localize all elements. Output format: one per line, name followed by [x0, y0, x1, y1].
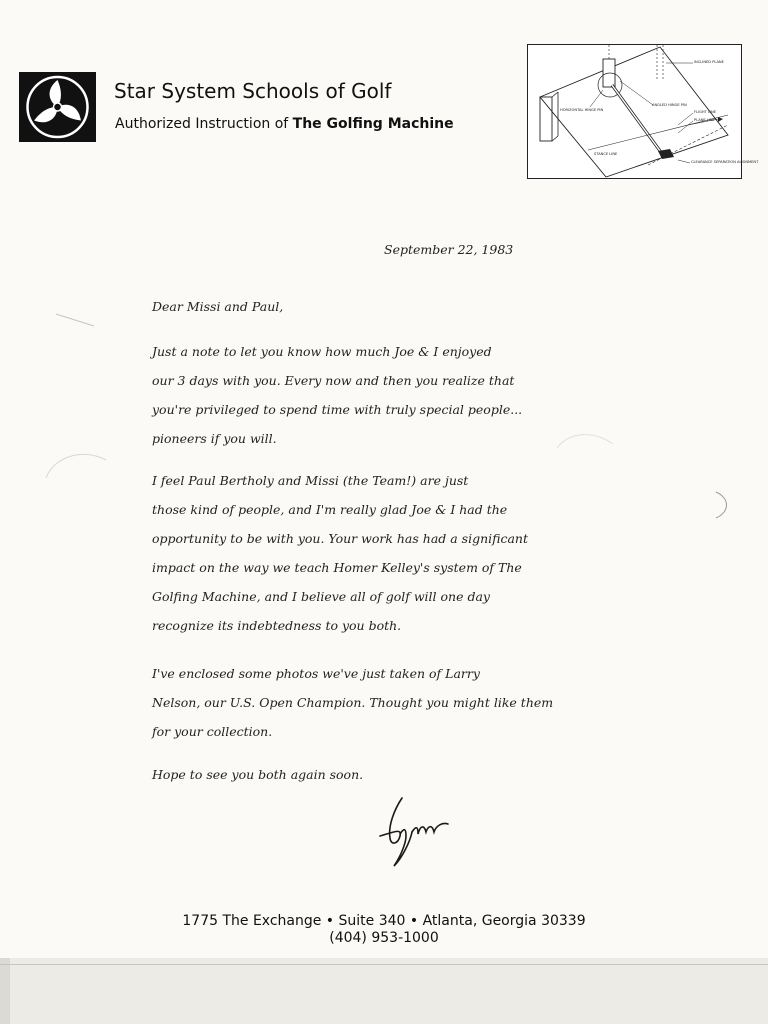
scan-paren-mark — [712, 490, 732, 520]
salutation: Dear Missi and Paul, — [152, 299, 284, 314]
scan-line-mark — [56, 310, 96, 330]
org-tagline — [115, 116, 454, 132]
letter-date: September 22, 1983 — [384, 242, 514, 257]
scan-smudge-mark-2 — [555, 428, 615, 458]
scan-smudge-mark — [44, 448, 108, 488]
handwritten-signature — [372, 792, 456, 876]
label-horizontal-hinge-pin: HORIZONTAL HINGE PIN — [560, 108, 604, 112]
label-inclined-plane: INCLINED PLANE — [694, 60, 724, 64]
under-sheet — [0, 958, 768, 1024]
label-stance-line: STANCE LINE — [594, 152, 618, 156]
footer-address: 1775 The Exchange • Suite 340 • Atlanta, Georgia 30339 — [182, 913, 586, 929]
propeller-star-logo-icon — [19, 72, 96, 142]
label-angled-hinge-pin: ANGLED HINGE PIN — [652, 103, 687, 107]
paragraph-2: I feel Paul Bertholy and Missi (the Team!) are just those kind of people, and I'm really glad Joe & I had the opportunity to be with you. Your work has had a significant impact on the way we teach Homer Kelley's system of The Golfing Machine, and I believe all of golf will one day recognize its indebtedness to you both. — [152, 473, 528, 633]
org-name: Star System Schools of Golf — [114, 79, 392, 103]
tagline-prefix: Authorized Instruction of — [115, 116, 289, 132]
sheet-edge — [0, 958, 10, 1024]
footer-phone: (404) 953-1000 — [329, 930, 439, 946]
paragraph-1: Just a note to let you know how much Joe & I enjoyed our 3 days with you. Every now and then you realize that you're privileged to spend time with truly special people... pioneers if you will. — [152, 344, 523, 446]
paragraph-4: Hope to see you both again soon. — [152, 767, 364, 782]
label-flight-line: FLIGHT LINE — [694, 110, 716, 114]
label-plane-line: PLANE LINE — [694, 118, 715, 122]
tagline-emphasis: The Golfing Machine — [292, 116, 454, 132]
sheet-fold-line — [0, 964, 768, 965]
golf-plane-diagram — [527, 44, 759, 179]
label-clearance: CLEARANCE SEPARATION ALIGNMENT — [691, 160, 759, 164]
paragraph-3: I've enclosed some photos we've just taken of Larry Nelson, our U.S. Open Champion. Thought you might like them for your collection. — [152, 666, 554, 739]
